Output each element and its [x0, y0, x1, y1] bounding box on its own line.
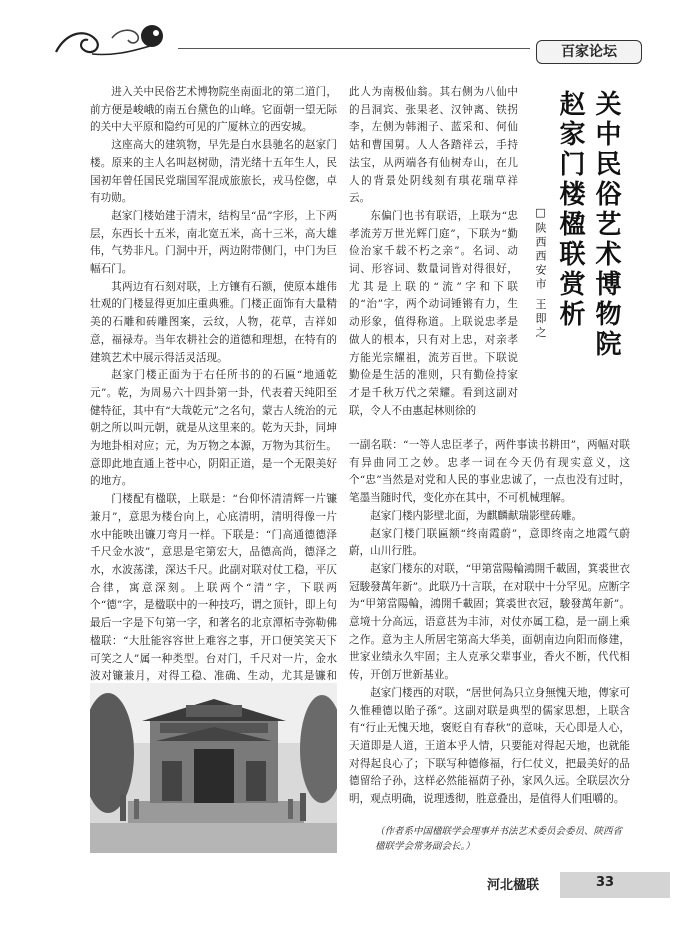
- paragraph: 其两边有石刻对联，上方镶有石额，使原本雄伟壮观的门楼显得更加庄重典雅。门楼正面饰有大量精美的石雕和砖雕图案，云纹，人物，花草，吉祥如意，福禄寿。当年农耕社会的道德和理想，在特有的建筑艺术中展示得活灵活现。: [90, 280, 337, 364]
- article-right-column-top: [349, 84, 518, 420]
- paragraph: 赵家门楼内影壁北面，为麒麟献瑞影壁砖雕。: [370, 509, 583, 522]
- paragraph: 门楼配有楹联，上联是：“台仰怀清清辉一片镰兼月”，意思为楼台向上，心底清明，清明得像一片水中能映出镰刀弯月一样。下联是：“门高通德德泽千尺金水波”，意思是宅第宏大，品德高尚，德泽之水，水波荡漾，深达千尺。此副对联对仗工稳，平仄合律，寓意深刻。上联两个“清”字，下联两个“德”字，是楹联中的一种技巧，谓之顶针，即上句最后一字是下句第一字，和著名的北京潭柘寺弥勒佛楹联：“大肚能容容世上难容之事，开口便笑笑天下可笑之人”属一种类型。台对门，千尺对一片，金水波对镰兼月，对得工稳、准确、生动，尤其是镰和: [90, 493, 337, 683]
- article-title-block: [530, 84, 630, 430]
- paragraph: 赵家门楼东的对联，“甲第當陽輪鴻開千載固，箕裘世衣冠駿發萬年新”。此联乃十言联，在对联中十分罕见。应断字为“甲第當陽輪，鴻開千載固；箕裘世衣冠，駿發萬年新”。意境十分高远，语意甚为丰沛，对仗亦属工稳，是一副上乘之作。意为主人所居宅第高大华美，面朝南边向阳而修建，世家业绩永久牢固；主人克承父辈事业，香火不断，代代相传，开创万世新基业。: [349, 562, 630, 682]
- gate-tower-illustration: [90, 683, 337, 853]
- column-name-badge: 百家论坛: [536, 40, 642, 64]
- article-title-line-1: 关中民俗艺术博物院: [591, 90, 621, 360]
- footer-bar: [560, 872, 670, 898]
- author-note: （作者系中国楹联学会理事并书法艺术委员会委员、陕西省楹联学会常务副会长。）: [375, 826, 623, 852]
- magazine-name: 河北楹联: [487, 878, 540, 893]
- cloud-scroll-ornament-icon: [52, 22, 170, 62]
- paragraph: 赵家门楼西的对联，“居世何為只立身無愧天地，傳家可久惟種德以貽子孫”。这副对联是典型的儒家思想，上联含有“行止无愧天地，褒贬自有春秋”的意味，天心即是人心，天道即是人道，王道本乎人情，只要能对得起天地，也就能对得起良心了；下联写种德修福，行仁仗义，把最美好的品德留给子孙，这样必然能福荫子孙，家风久远。全联层次分明，观点明确，说理透彻，胜意叠出，是值得人们咀嚼的。: [349, 686, 630, 806]
- article-title-line-2: 赵家门楼楹联赏析: [555, 90, 585, 330]
- paragraph: 赵家门楼始建于清末，结构呈“品”字形，上下两层，东西长十五米，南北宽五米，高十三米，高大雄伟，气势非凡。门洞中开，两边附带侧门，中门为巨幅石门。: [90, 209, 337, 276]
- paragraph: 赵家门楼门联匾额“终南霞蔚”，意即终南之地霞气蔚蔚，山川行胜。: [349, 527, 630, 558]
- header-rule: [178, 48, 530, 49]
- page-number: 33: [596, 875, 615, 890]
- paragraph: 赵家门楼正面为于右任所书的的石匾“地通乾元”。乾，为周易六十四卦第一卦，代表着天纯阳至健特征，其中有“大哉乾元”之名句，蒙古人统治的元朝之所以叫元朝，就是从这里来的。乾为天卦，同坤为地卦相对应；元，为万物之本源，万物为其衍生。意即此地直通上苍中心，阴阳正道，是一个无限美好的地方。: [90, 369, 337, 488]
- paragraph: 一副名联：“一等人忠臣孝子，两件事读书耕田”，两幅对联有异曲同工之妙。忠孝一词在今天仍有现实意义，这个“忠”当然是对党和人民的事业忠诚了，一点也没有过时，笔墨当随时代，变化亦在其中，不可机械理解。: [349, 439, 630, 505]
- article-right-column-bottom: [349, 437, 630, 809]
- page-header: [0, 0, 690, 62]
- article-left-column: [90, 84, 337, 774]
- paragraph: 进入关中民俗艺术博物院坐南面北的第二道门，前方便是峻峨的南五台黛色的山峰。它面朝一望无际的关中大平原和隐约可见的广厦林立的西安城。: [90, 86, 337, 134]
- paragraph: 这座高大的建筑物，早先是白水县驰名的赵家门楼。原来的主人名叫赵树勋，清光绪十五年生人，民国初年曾任国民党瑞国军混成旅旅长，戎马倥偬，卓有功勋。: [90, 139, 337, 205]
- zhao-family-gate-tower-photo: [90, 683, 337, 853]
- paragraph: 东偏门也书有联语，上联为“忠孝流芳万世光辉门庭”，下联为“勤俭治家千载不朽之亲”。名词、动词、形容词、数量词皆对得很好，尤其是上联的“流”字和下联的“治”字，两个动词锤锵有力，生动形象，值得称道。上联说忠孝是做人的根本，只有对上忠，对亲孝方能光宗耀祖，流芳百世。下联说勤俭是生活的准则，只有勤俭持家才是千秋万代之荣耀。看到这副对联，令人不由惠起林则徐的: [349, 209, 518, 417]
- paragraph: 此人为南极仙翁。其右侧为八仙中的吕洞宾、张果老、汉钟离、铁拐李，左侧为韩湘子、蓝采和、何仙姑和曹国舅。人人各踏祥云，手持法宝，从两端各有仙树寿山，在儿人的背景处阴线刻有琪花瑞草祥云。: [349, 86, 518, 205]
- article-byline: □陕西西安市 王即之: [534, 206, 547, 341]
